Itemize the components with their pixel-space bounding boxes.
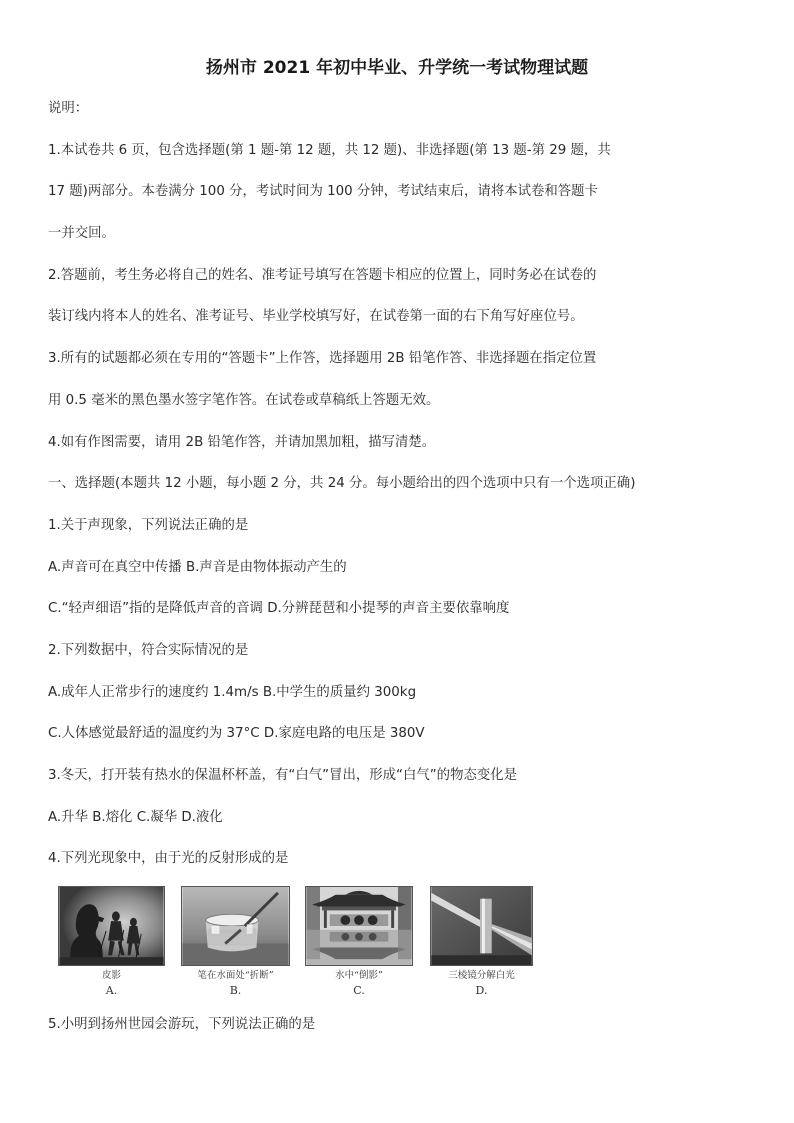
- section-heading: 一、选择题(本题共 12 小题，每小题 2 分，共 24 分。每小题给出的四个选项中只有一个选项正确): [48, 476, 636, 492]
- question-3-stem: 3.冬天，打开装有热水的保温杯杯盖，有“白气”冒出，形成“白气”的物态变化是: [48, 768, 518, 783]
- question-1-options-cd: C.“轻声细语”指的是降低声音的音调 D.分辨琵琶和小提琴的声音主要依靠响度: [48, 601, 510, 617]
- question-4-stem: 4.下列光现象中，由于光的反射形成的是: [48, 851, 289, 867]
- figure-a-letter: A.: [105, 984, 118, 997]
- notes-line-2: 17 题)两部分。本卷满分 100 分，考试时间为 100 分钟，考试结束后，请将本试卷和答题卡: [48, 184, 598, 200]
- notes-line-6: 3.所有的试题都必须在专用的“答题卡”上作答，选择题用 2B 铅笔作答、非选择题在指定位置: [48, 351, 597, 367]
- pavilion-reflection-photo-icon: [305, 886, 413, 966]
- exam-body: [48, 88, 778, 880]
- question-2-options-ab: A.成年人正常步行的速度约 1.4m/s B.中学生的质量约 300kg: [48, 684, 417, 700]
- question-1-options-ab: A.声音可在真空中传播 B.声音是由物体振动产生的: [48, 559, 347, 575]
- figure-b-letter: B.: [229, 984, 242, 997]
- figure-c: [305, 886, 413, 998]
- notes-line-4: 2.答题前，考生务必将自己的姓名、准考证号填写在答题卡相应的位置上，同时务必在试卷的: [48, 267, 597, 283]
- notes-line-8: 4.如有作图需要，请用 2B 铅笔作答，并请加黑加粗，描写清楚。: [48, 434, 436, 450]
- figure-a-caption: 皮影: [101, 970, 121, 981]
- figure-b-caption: 笔在水面处“折断”: [197, 970, 274, 981]
- figure-a: [58, 886, 165, 998]
- question-2-stem: 2.下列数据中，符合实际情况的是: [48, 642, 249, 658]
- notes-line-7: 用 0.5 毫米的黑色墨水签字笔作答。在试卷或草稿纸上答题无效。: [48, 392, 440, 408]
- figure-d: [430, 886, 533, 998]
- notes-line-3: 一并交回。: [48, 226, 115, 242]
- question-3-options: A.升华 B.熔化 C.凝华 D.液化: [48, 809, 223, 825]
- question-4-figures: [0, 886, 794, 998]
- question-5-stem: 5.小明到扬州世园会游玩，下列说法正确的是: [48, 1017, 316, 1032]
- shadow-puppet-photo-icon: [58, 886, 165, 966]
- prism-dispersion-photo-icon: [430, 886, 533, 966]
- notes-line-5: 装订线内将本人的姓名、准考证号、毕业学校填写好，在试卷第一面的右下角写好座位号。: [48, 309, 584, 325]
- bent-pencil-photo-icon: [181, 886, 290, 966]
- page-title: 扬州市 2021 年初中毕业、升学统一考试物理试题: [205, 58, 589, 78]
- figure-b: [181, 886, 290, 998]
- question-1-stem: 1.关于声现象，下列说法正确的是: [48, 517, 249, 533]
- question-2-options-cd: C.人体感觉最舒适的温度约为 37°C D.家庭电路的电压是 380V: [48, 726, 425, 742]
- figure-d-caption: 三棱镜分解白光: [448, 970, 515, 981]
- notes-line-1: 1.本试卷共 6 页，包含选择题(第 1 题-第 12 题，共 12 题)、非选择题(第 13 题-第 29 题，共: [48, 142, 611, 158]
- figure-c-caption: 水中“倒影”: [335, 970, 383, 981]
- notes-heading: 说明：: [48, 101, 89, 116]
- figure-c-letter: C.: [353, 984, 365, 997]
- figure-d-letter: D.: [475, 984, 488, 997]
